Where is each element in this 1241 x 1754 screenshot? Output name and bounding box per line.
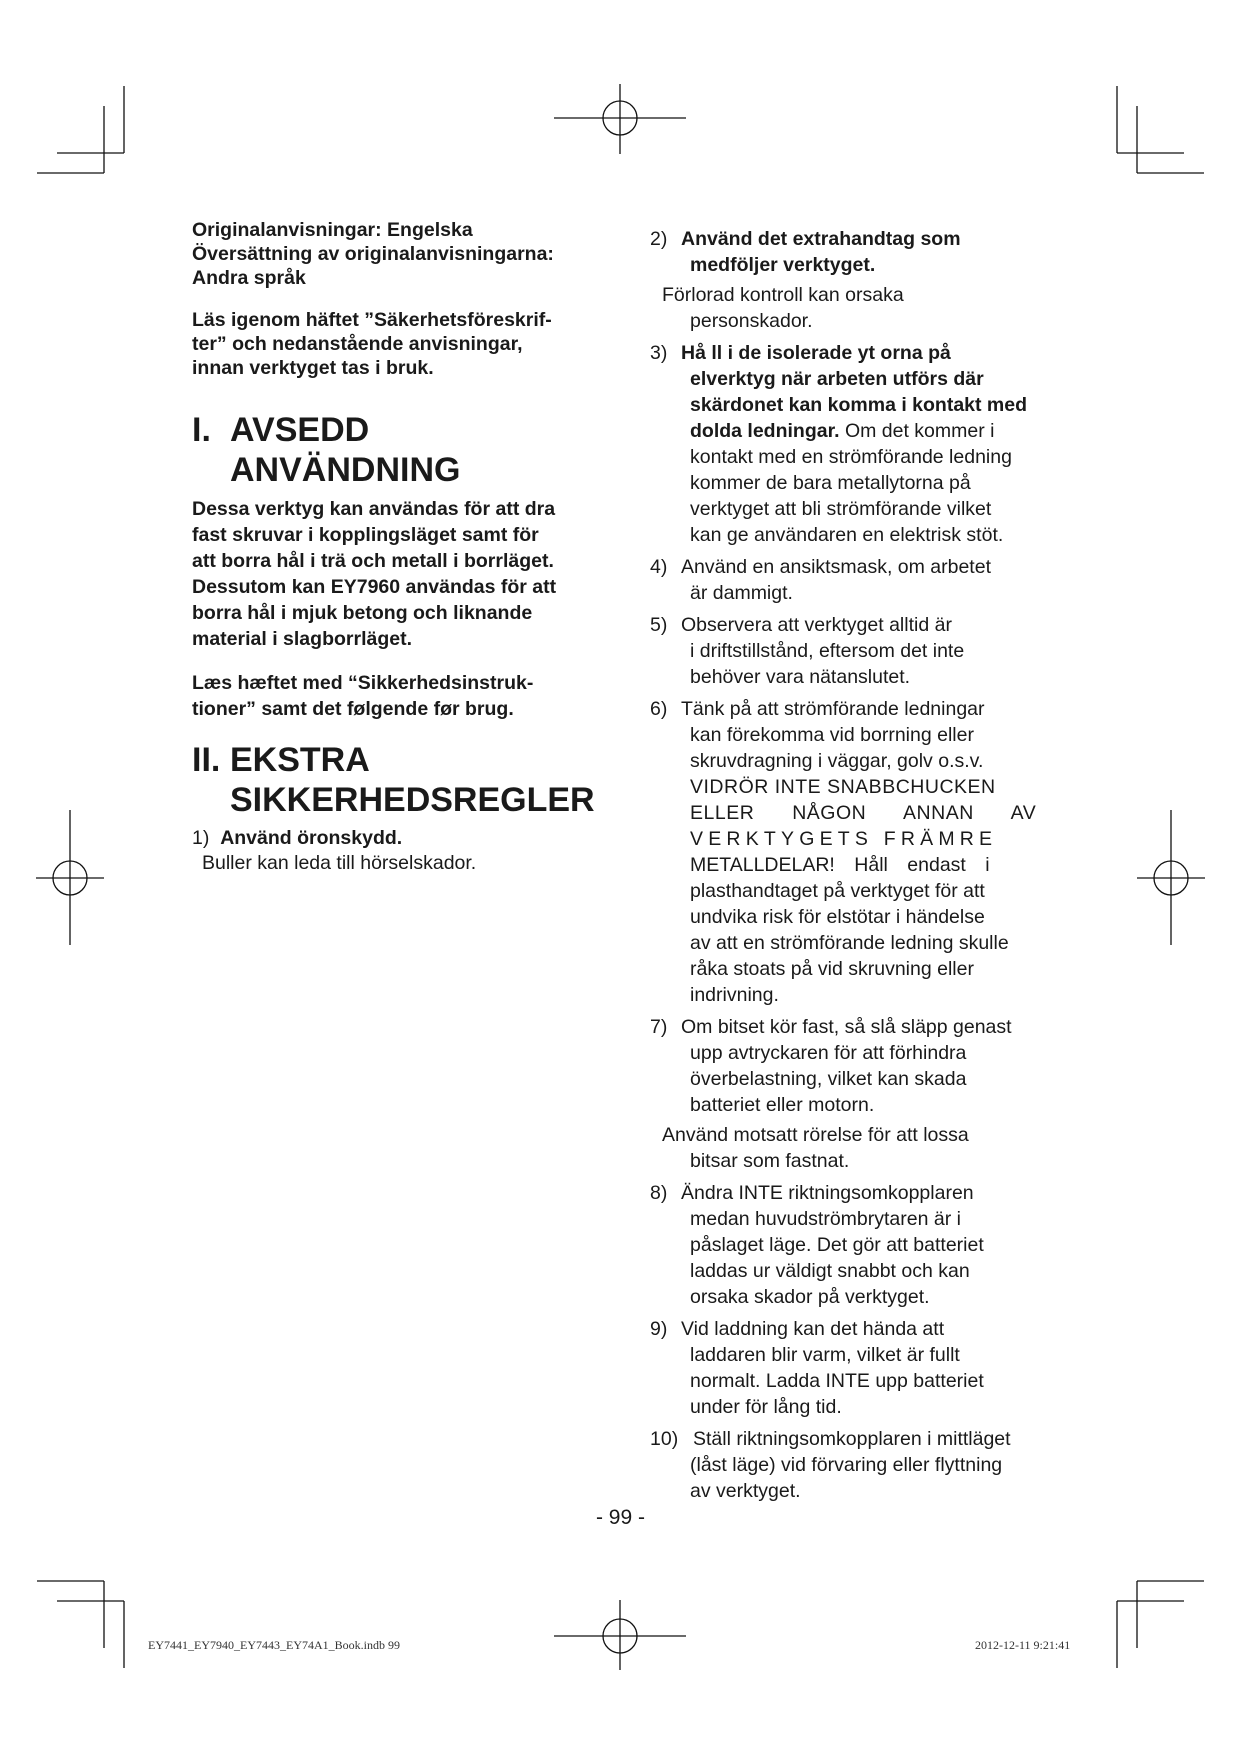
list-item-1: 1) Använd öronskydd.: [192, 827, 403, 849]
list-item-5: 5) Observera att verktyget alltid är i driftstillstånd, eftersom det inte behöver vara nätanslutet.: [650, 614, 965, 688]
section-heading-intended-use: I. AVSEDD ANVÄNDNING: [192, 411, 461, 489]
list-item-9: 9) Vid laddning kan det hända att laddaren blir varm, vilket är fullt normalt. Ladda INTE upp batteriet under för lång tid.: [650, 1318, 984, 1418]
danish-safety-note: Læs hæftet med “Sikkerhedsinstruk- tioner” samt det følgende før brug.: [192, 672, 534, 720]
list-item-10: 10) Ställ riktningsomkopplaren i mittläget (låst läge) vid förvaring eller flyttning av verktyget.: [650, 1428, 1011, 1502]
list-item-1-sub: Buller kan leda till hörselskador.: [202, 852, 477, 874]
original-instructions-note: Originalanvisningar: Engelska Översättning av originalanvisningarna: Andra språk: [192, 219, 554, 289]
read-safety-booklet-note: Läs igenom häftet ”Säkerhetsföreskrif- ter” och nedanstående anvisningar, innan verktyget tas i bruk.: [192, 309, 552, 379]
list-item-4: 4) Använd en ansiktsmask, om arbetet är dammigt.: [650, 556, 991, 604]
footer-timestamp: 2012-12-11 9:21:41: [975, 1638, 1071, 1652]
list-item-8: 8) Ändra INTE riktningsomkopplaren medan huvudströmbrytaren är i påslaget läge. Det gör att batteriet laddas ur väldigt snabbt och kan orsaka skador på verktyget.: [650, 1182, 984, 1308]
list-item-2: 2) Använd det extrahandtag som medföljer verktyget.: [650, 228, 961, 276]
list-item-7: 7) Om bitset kör fast, så slå släpp genast upp avtryckaren för att förhindra överbelastning, vilket kan skada batteriet eller motorn.: [650, 1016, 1012, 1116]
page-number: - 99 -: [595, 1506, 645, 1529]
right-column: [650, 226, 1080, 1506]
footer-file-name: EY7441_EY7940_EY7443_EY74A1_Book.indb 99: [148, 1638, 400, 1652]
left-column: [192, 218, 597, 876]
list-item-2-sub: Förlorad kontroll kan orsaka personskador.: [662, 284, 904, 332]
section-heading-extra-safety: II. EKSTRA SIKKERHEDSREGLER: [192, 741, 595, 819]
list-item-3: 3) Hå ll i de isolerade yt orna på elverktyg när arbeten utförs där skärdonet kan komma i kontakt med dolda ledningar. Om det kommer i kontakt med en strömförande ledning kommer de bara metallytorna på verktyget att bli strömförande vilket kan ge användaren en elektrisk stöt.: [650, 342, 1028, 546]
list-item-6: 6) Tänk på att strömförande ledningar kan förekomma vid borrning eller skruvdragning i väggar, golv o.s.v. VIDRÖR INTE SNABBCHUCKEN ELLER NÅGON ANNAN AV VERKTYGETS FRÄMRE METALLDELAR! Håll endast i plasthandtaget på verktyget för att undvika risk för elstötar i händelse av att en strömförande ledning skulle råka stoats på vid skruvning eller indrivning.: [650, 698, 1037, 1006]
list-item-7-sub: Använd motsatt rörelse för att lossa bitsar som fastnat.: [662, 1124, 969, 1172]
intended-use-text: Dessa verktyg kan användas för att dra fast skruvar i kopplingsläget samt för att borra hål i trä och metall i borrläget. Dessutom kan EY7960 användas för att borra hål i mjuk betong och liknande material i slagborrläget.: [192, 498, 557, 650]
